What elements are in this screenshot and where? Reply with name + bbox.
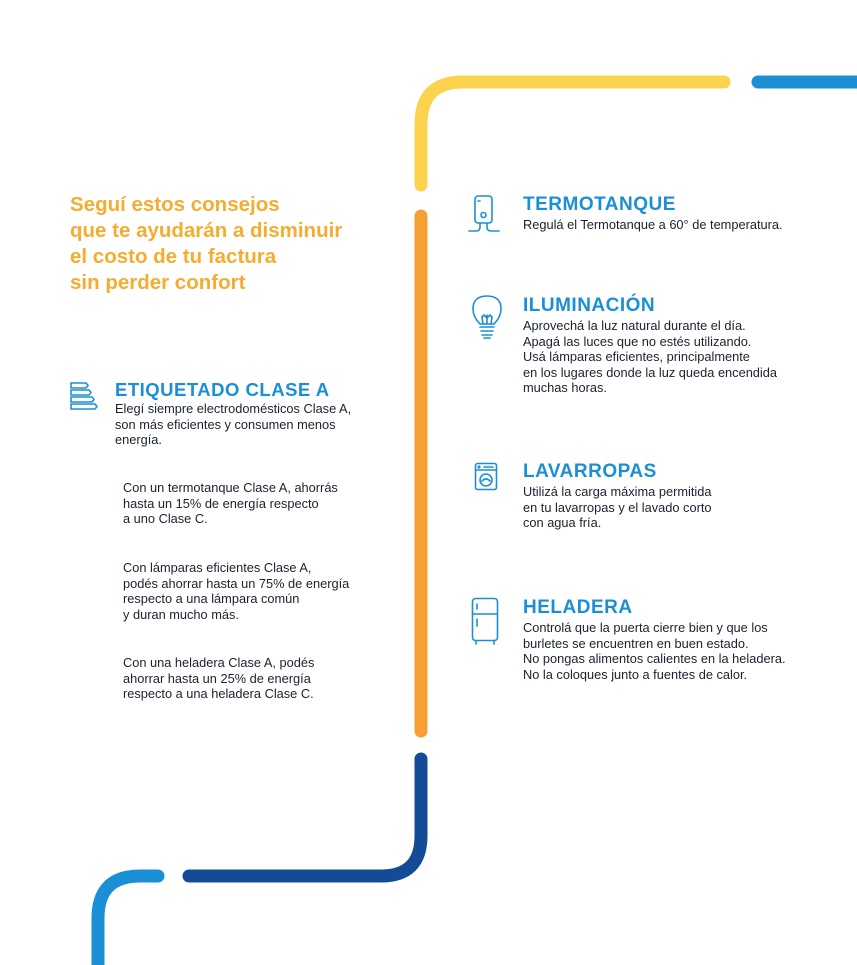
body-line: Utilizá la carga máxima permitida [523, 484, 712, 499]
tip-line: podés ahorrar hasta un 75% de energía [123, 575, 350, 591]
section-title: TERMOTANQUE [523, 194, 676, 215]
headline-line: sin perder confort [70, 271, 246, 294]
body-line: con agua fría. [523, 515, 602, 530]
body-line: Usá lámparas eficientes, principalmente [523, 349, 750, 364]
body-line: Aprovechá la luz natural durante el día. [523, 318, 746, 333]
tip-lamparas [123, 560, 349, 622]
tip-line: hasta un 15% de energía respecto [123, 495, 319, 511]
tip-line: Con una heladera Clase A, podés [123, 655, 315, 670]
headline-line: Seguí estos consejos [70, 193, 280, 216]
body-line: burletes se encuentren en buen estado. [523, 635, 749, 651]
body-line: Apagá las luces que no estés utilizando. [523, 333, 752, 349]
energy-label-icon [70, 382, 102, 412]
tip-line: y duran mucho más. [123, 606, 239, 622]
headline-line: el costo de tu factura [70, 245, 277, 268]
section-title: ILUMINACIÓN [523, 295, 656, 316]
body-line: No pongas alimentos calientes en la heladera. [523, 651, 786, 666]
washing-machine-icon [474, 462, 498, 492]
tip-heladera [123, 655, 314, 702]
body-line: energía. [115, 432, 162, 447]
refrigerator-icon [471, 597, 499, 647]
section-lavarropas [523, 460, 712, 531]
tip-line: respecto a una heladera Clase C. [123, 686, 314, 701]
section-title: ETIQUETADO CLASE A [115, 379, 330, 400]
headline-line: que te ayudarán a disminuir [70, 219, 343, 242]
navy-line [189, 759, 421, 876]
light-bulb-icon [470, 293, 504, 343]
body-line: Elegí siempre electrodomésticos Clase A, [115, 401, 352, 416]
body-line: en los lugares donde la luz queda encendida [523, 364, 778, 380]
yellow-line [421, 82, 724, 185]
tip-line: respecto a una lámpara común [123, 591, 300, 606]
section-etiquetado [115, 379, 351, 448]
tip-line: ahorrar hasta un 25% de energía [123, 670, 311, 686]
body-line: Controlá que la puerta cierre bien y que los [523, 620, 768, 635]
headline [70, 192, 390, 296]
body-line: muchas horas. [523, 380, 607, 395]
body-line: en tu lavarropas y el lavado corto [523, 499, 712, 515]
tip-line: Con lámparas eficientes Clase A, [123, 560, 312, 575]
body-line: No la coloques junto a fuentes de calor. [523, 666, 748, 682]
section-body [523, 217, 783, 233]
section-body [523, 318, 777, 396]
section-iluminacion [523, 294, 777, 396]
section-title: HELADERA [523, 597, 633, 618]
body-line: Regulá el Termotanque a 60° de temperatura. [523, 217, 783, 232]
section-title: LAVARROPAS [523, 461, 657, 482]
tip-line: a uno Clase C. [123, 511, 208, 526]
section-body [523, 484, 712, 531]
body-line: son más eficientes y consumen menos [115, 416, 336, 432]
tip-line: Con un termotanque Clase A, ahorrás [123, 480, 338, 495]
section-termotanque [523, 193, 783, 233]
section-body [115, 401, 351, 448]
tip-termotanque [123, 480, 338, 527]
sky-line-bottom [98, 876, 158, 965]
water-heater-icon [468, 195, 500, 235]
section-body [523, 620, 786, 682]
section-heladera [523, 596, 786, 682]
